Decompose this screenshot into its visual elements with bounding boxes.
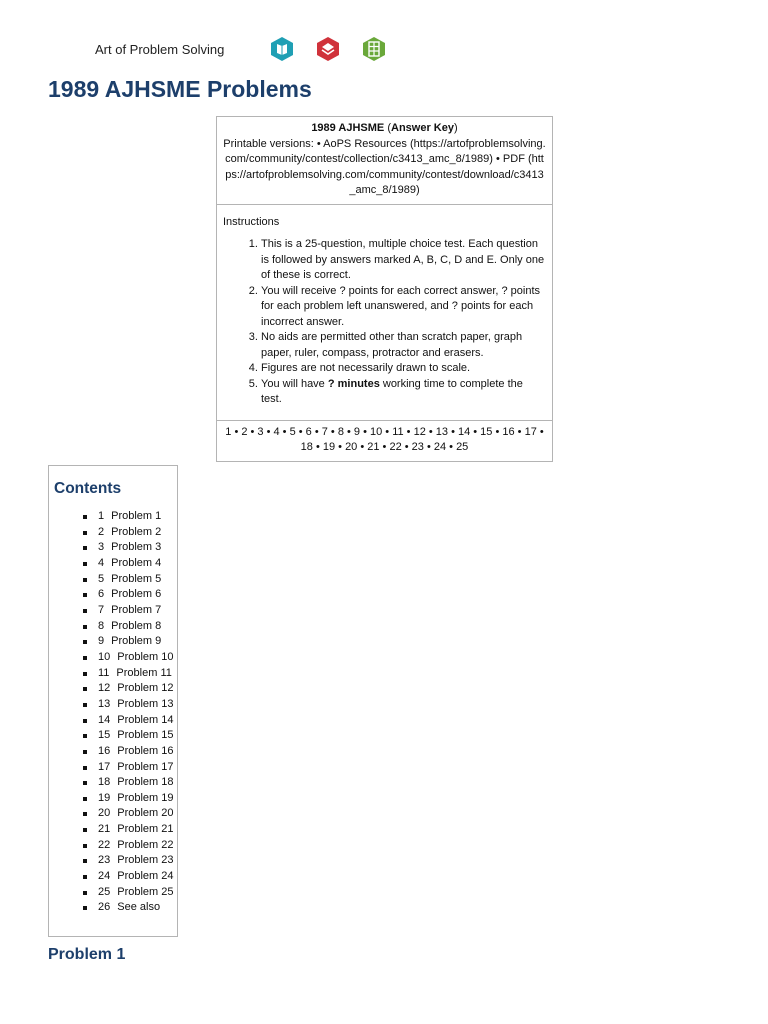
contents-list [80, 509, 177, 916]
toc-label[interactable]: Problem 25 [117, 885, 174, 898]
toc-label[interactable]: Problem 21 [117, 823, 174, 836]
toc-label[interactable]: Problem 15 [117, 729, 174, 742]
toc-label[interactable]: Problem 7 [111, 603, 162, 616]
toc-number: 1 [98, 510, 105, 522]
page-title: 1989 AJHSME Problems [48, 76, 312, 102]
toc-label[interactable]: Problem 5 [111, 572, 162, 585]
toc-label[interactable]: Problem 6 [111, 588, 162, 601]
toc-number: 10 [98, 650, 111, 663]
toc-number: 8 [98, 619, 105, 632]
toc-label[interactable]: Problem 3 [111, 541, 162, 554]
instruction-item: 4. Figures are not necessarily drawn to scale. [261, 361, 546, 377]
toc-item[interactable] [80, 603, 177, 619]
aops-book-icon[interactable] [270, 36, 294, 62]
toc-label[interactable]: Problem 2 [111, 525, 162, 538]
toc-item[interactable] [80, 838, 177, 854]
toc-item[interactable] [80, 900, 177, 916]
toc-item[interactable] [80, 572, 177, 588]
toc-label[interactable]: Problem 11 [116, 666, 172, 679]
toc-item[interactable] [80, 869, 177, 885]
problem-1-heading: Problem 1 [48, 946, 126, 963]
toc-label[interactable]: Problem 8 [111, 619, 162, 632]
toc-number: 16 [98, 744, 111, 757]
toc-label[interactable]: Problem 9 [111, 635, 162, 648]
toc-item[interactable] [80, 619, 177, 635]
toc-label[interactable]: Problem 14 [117, 713, 174, 726]
toc-item[interactable] [80, 791, 177, 807]
toc-number: 25 [98, 885, 111, 898]
instruction-text: You will have [261, 377, 328, 390]
toc-item[interactable] [80, 525, 177, 541]
toc-label[interactable]: Problem 10 [117, 650, 174, 663]
toc-number: 7 [98, 603, 105, 616]
contest-infobox [216, 116, 553, 462]
instructions-heading: Instructions [223, 215, 280, 228]
toc-item[interactable] [80, 634, 177, 650]
toc-label[interactable]: Problem 17 [117, 760, 174, 773]
top-navigation-bar [0, 36, 768, 64]
toc-number: 21 [98, 823, 111, 836]
toc-item[interactable] [80, 697, 177, 713]
toc-label[interactable]: Problem 20 [117, 807, 174, 820]
toc-label[interactable]: Problem 23 [117, 854, 174, 867]
instructions-list [261, 237, 546, 408]
toc-number: 18 [98, 776, 111, 789]
instructions-section [217, 205, 552, 421]
answer-key-link[interactable]: Answer Key [391, 122, 454, 134]
toc-label[interactable]: Problem 13 [117, 697, 174, 710]
toc-number: 24 [98, 870, 111, 883]
instruction-text: working time to complete the test. [261, 377, 523, 405]
toc-number: 11 [98, 666, 110, 679]
toc-number: 17 [98, 760, 111, 773]
toc-item[interactable] [80, 666, 177, 682]
toc-label[interactable]: Problem 16 [117, 744, 174, 757]
toc-number: 22 [98, 838, 111, 851]
toc-item[interactable] [80, 587, 177, 603]
toc-item[interactable] [80, 806, 177, 822]
instruction-item [261, 377, 546, 408]
toc-item[interactable] [80, 650, 177, 666]
toc-label[interactable]: Problem 19 [117, 791, 174, 804]
toc-label[interactable]: Problem 18 [117, 776, 174, 789]
toc-item[interactable] [80, 744, 177, 760]
toc-number: 19 [98, 791, 111, 804]
forum-grid-icon[interactable] [362, 36, 386, 62]
toc-number: 5 [98, 572, 105, 585]
toc-number: 2 [98, 525, 105, 538]
toc-number: 13 [98, 697, 111, 710]
contents-title: Contents [54, 480, 122, 497]
toc-number: 9 [98, 635, 105, 648]
infobox-header: 1989 AJHSME (Answer Key) Printable versions: • AoPS Resources (https://artofproblemsolving.com/community/contest/collection/c3413_amc_8/1989) • PDF (https://artofproblemsolving.com/community/contest/download/c3413_amc_8/1989) [217, 117, 552, 205]
toc-number: 14 [98, 713, 111, 726]
instruction-item: 1. This is a 25-question, multiple choice test. Each question is followed by answers marked A, B, C, D and E. Only one of these is correct. [261, 237, 546, 284]
site-brand-link[interactable]: Art of Problem Solving [95, 42, 225, 57]
toc-item[interactable] [80, 822, 177, 838]
toc-item[interactable] [80, 853, 177, 869]
toc-number: 12 [98, 682, 111, 695]
toc-item[interactable] [80, 713, 177, 729]
toc-item[interactable] [80, 760, 177, 776]
toc-item[interactable] [80, 885, 177, 901]
toc-label[interactable]: Problem 1 [111, 510, 162, 522]
toc-label[interactable]: Problem 4 [111, 556, 162, 569]
toc-number: 3 [98, 541, 105, 554]
toc-number: 20 [98, 807, 111, 820]
toc-item[interactable] [80, 509, 177, 525]
toc-label[interactable]: Problem 24 [117, 870, 174, 883]
toc-label[interactable]: Problem 12 [117, 682, 174, 695]
toc-number: 15 [98, 729, 111, 742]
toc-number: 4 [98, 556, 105, 569]
instruction-item: 2. You will receive ? points for each correct answer, ? points for each problem left unanswered, and ? points for each incorrect answer. [261, 284, 546, 331]
printable-versions[interactable]: Printable versions: • AoPS Resources (https://artofproblemsolving.com/community/contest/collection/c3413_amc_8/1989) • PDF (https://artofproblemsolving.com/community/contest/download/c3413_amc_8/1989) [223, 137, 546, 196]
toc-item[interactable] [80, 540, 177, 556]
toc-item[interactable] [80, 556, 177, 572]
instruction-item: 3. No aids are permitted other than scratch paper, graph paper, ruler, compass, protractor and erasers. [261, 330, 546, 361]
toc-number: 23 [98, 854, 111, 867]
problem-links[interactable]: 1 • 2 • 3 • 4 • 5 • 6 • 7 • 8 • 9 • 10 • 11 • 12 • 13 • 14 • 15 • 16 • 17 • 18 • 19 • 20 • 21 • 22 • 23 • 24 • 25 [225, 425, 544, 453]
toc-item[interactable] [80, 681, 177, 697]
instruction-time: ? minutes [327, 377, 380, 390]
toc-label[interactable]: Problem 22 [117, 838, 174, 851]
toc-number: 26 [98, 901, 111, 914]
toc-number: 6 [98, 588, 105, 601]
infobox-title: 1989 AJHSME [311, 122, 385, 134]
toc-item[interactable] [80, 728, 177, 744]
alcumus-icon[interactable] [316, 36, 340, 62]
table-of-contents [48, 465, 178, 937]
toc-label[interactable]: See also [117, 901, 161, 914]
toc-item[interactable] [80, 775, 177, 791]
